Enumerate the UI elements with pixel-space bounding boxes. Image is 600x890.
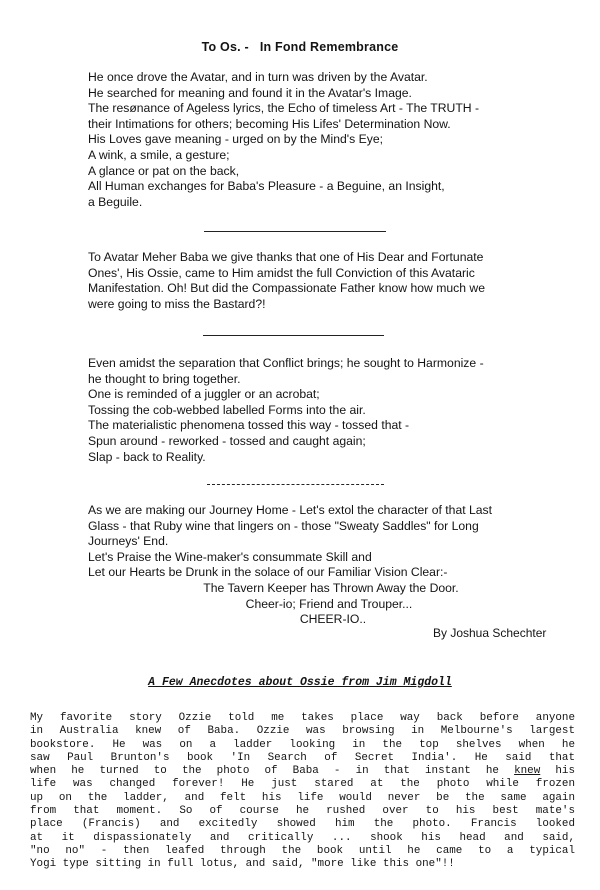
poem-line: A wink, a smile, a gesture; xyxy=(88,147,230,162)
poem-line: he thought to bring together. xyxy=(88,371,241,386)
emphasis-word: knew xyxy=(514,765,541,778)
anecdote-line-text: when he turned to the photo of Baba - in that instant he xyxy=(30,765,499,778)
poem-line: He searched for meaning and found it in the Avatar's Image. xyxy=(88,85,412,100)
poem-line: Glass - that Ruby wine that lingers on - those "Sweaty Saddles" for Long xyxy=(88,518,479,533)
poem-stanza-1 xyxy=(88,70,558,210)
section-divider xyxy=(204,231,386,232)
poem-line: their Intimations for others; becoming His Lifes' Determination Now. xyxy=(88,116,451,131)
poem-line: The resønance of Ageless lyrics, the Echo of timeless Art - The TRUTH - xyxy=(88,101,480,116)
poem-line: As we are making our Journey Home - Let's extol the character of that Last xyxy=(88,503,493,517)
poem-line: To Avatar Meher Baba we give thanks that one of His Dear and Fortunate xyxy=(88,250,484,264)
anecdote-line: saw Paul Brunton's book 'In Search of Secret India'. He said that xyxy=(30,751,575,764)
poem-line: Tossing the cob-webbed labelled Forms into the air. xyxy=(88,402,366,417)
poem-author: By Joshua Schechter xyxy=(433,626,547,640)
anecdote-line-with-emphasis xyxy=(30,765,575,778)
poem-line: Let's Praise the Wine-maker's consummate Skill and xyxy=(88,549,372,564)
section-divider xyxy=(203,335,384,336)
poem-line: Let our Hearts be Drunk in the solace of our Familiar Vision Clear:- xyxy=(88,565,448,580)
poem-line: A glance or pat on the back, xyxy=(88,163,240,178)
anecdote-line: My favorite story Ozzie told me takes place way back before anyone xyxy=(30,712,575,724)
anecdote-line-tail: his xyxy=(555,765,575,778)
poem-stanza-4 xyxy=(88,503,558,628)
poem-stanza-3 xyxy=(88,356,558,465)
anecdote-line: up on the ladder, and felt his life would never be the same again xyxy=(30,791,575,804)
poem-line: All Human exchanges for Baba's Pleasure - a Beguine, an Insight, xyxy=(88,179,445,194)
poem-closing-line: Cheer-io; Friend and Trouper... xyxy=(245,596,413,611)
poem-line: His Loves gave meaning - urged on by the Mind's Eye; xyxy=(88,132,383,147)
anecdote-line: at it dispassionately and critically ... shook his head and said, xyxy=(30,831,575,844)
anecdotes-body xyxy=(30,712,575,872)
poem-line: Ones', His Ossie, came to Him amidst the full Conviction of this Avataric xyxy=(88,265,475,280)
anecdote-line: "no no" - then leafed through the book until he came to a typical xyxy=(30,844,575,857)
anecdote-line: from that moment. So of course he rushed over to his best mate's xyxy=(30,805,575,818)
poem-line: were going to miss the Bastard?! xyxy=(88,296,266,311)
anecdotes-title xyxy=(0,676,600,689)
anecdote-line: in Australia knew of Baba. Ozzie was browsing in Melbourne's largest xyxy=(30,725,575,738)
poem-line: Slap - back to Reality. xyxy=(88,449,206,464)
poem-closing-line: CHEER-IO.. xyxy=(299,612,367,627)
poem-line: Even amidst the separation that Conflict brings; he sought to Harmonize - xyxy=(88,356,484,370)
poem-line: Spun around - reworked - tossed and caught again; xyxy=(88,433,366,448)
poem-closing-line: The Tavern Keeper has Thrown Away the Door. xyxy=(203,580,459,595)
section-divider xyxy=(207,484,384,485)
anecdote-line: life was changed forever! He just stared at the photo while frozen xyxy=(30,778,575,791)
poem-line: Journeys' End. xyxy=(88,534,169,549)
anecdote-line: Yogi type sitting in full lotus, and said, "more like this one"!! xyxy=(30,858,455,871)
poem-line: a Beguile. xyxy=(88,194,143,209)
anecdote-line: bookstore. He was on a ladder looking in the top shelves when he xyxy=(30,738,575,751)
poem-title: To Os. - In Fond Remembrance xyxy=(201,40,399,54)
anecdotes-title-text: A Few Anecdotes about Ossie from Jim Migdoll xyxy=(148,676,452,689)
poem-line: The materialistic phenomena tossed this way - tossed that - xyxy=(88,418,410,433)
poem-stanza-2 xyxy=(88,250,558,312)
poem-line: One is reminded of a juggler or an acrobat; xyxy=(88,387,320,402)
anecdote-line: place (Francis) and excitedly showed him the photo. Francis looked xyxy=(30,818,575,831)
poem-line: He once drove the Avatar, and in turn was driven by the Avatar. xyxy=(88,70,428,84)
poem-line: Manifestation. Oh! But did the Compassionate Father know how much we xyxy=(88,281,485,296)
